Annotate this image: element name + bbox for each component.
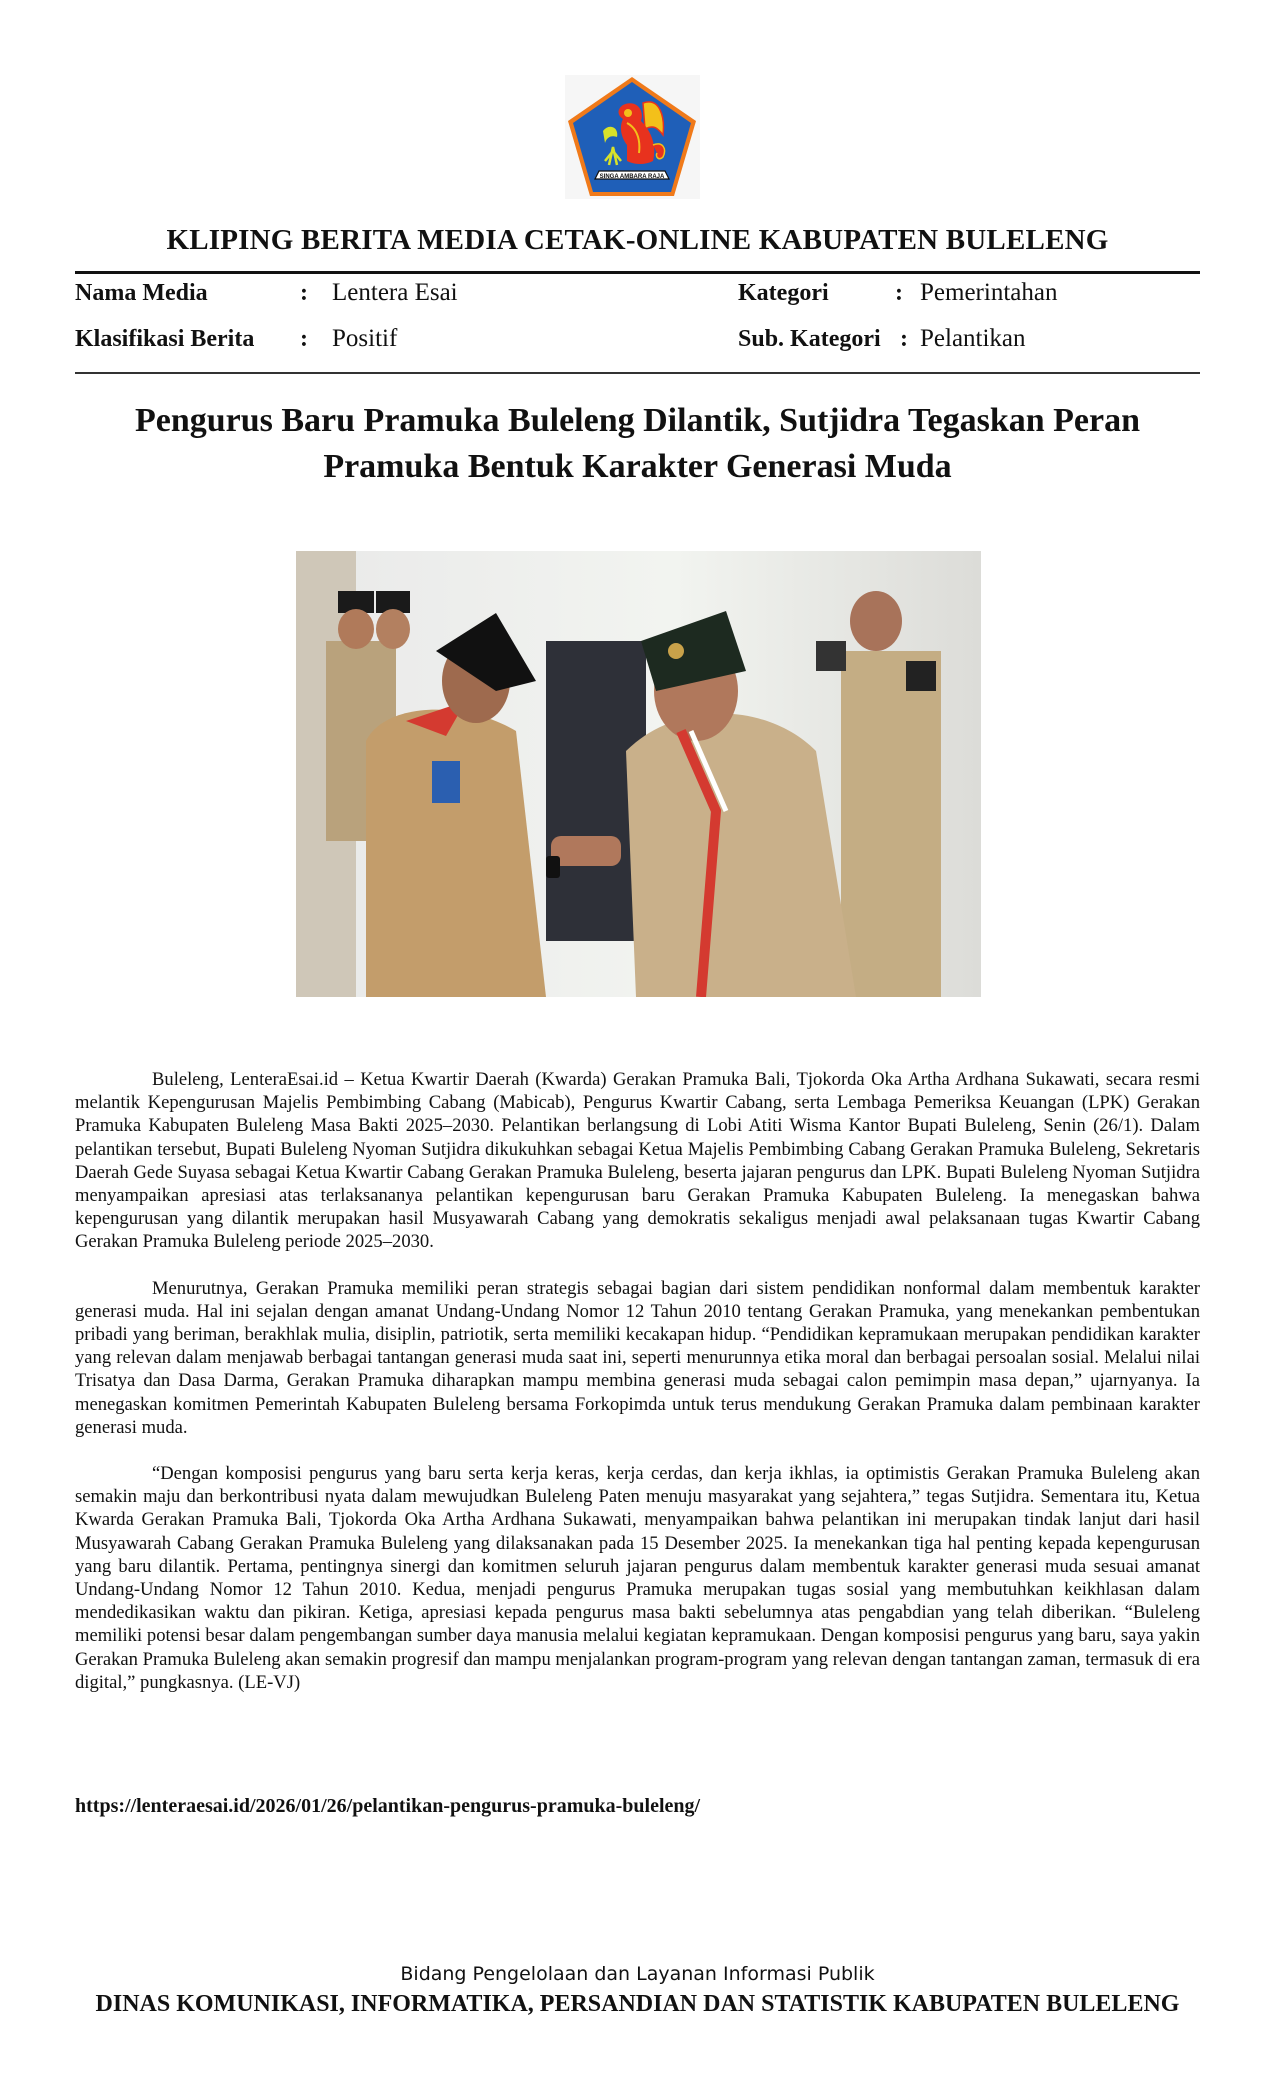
kategori-value: Pemerintahan xyxy=(920,279,1058,306)
source-url-link[interactable]: https://lenteraesai.id/2026/01/26/pelantikan-pengurus-pramuka-buleleng/ xyxy=(75,1795,701,1817)
headline-line-2: Pramuka Bentuk Karakter Generasi Muda xyxy=(323,448,952,485)
emblem-motto: SINGA AMBARA RAJA xyxy=(599,174,665,180)
kategori-colon: : xyxy=(895,280,903,306)
article-paragraph: “Dengan komposisi pengurus yang baru serta kerja keras, kerja cerdas, dan kerja ikhlas, ia optimistis Gerakan Pramuka Buleleng akan semakin maju dan berkontribusi nyata dalam mewujudkan Buleleng Paten menuju masyarakat yang sejahtera,” tegas Sutjidra. Sementara itu, Ketua Kwarda Gerakan Pramuka Bali, Tjokorda Oka Artha Ardhana Sukawati, menyampaikan bahwa pelantikan ini merupakan tindak lanjut dari hasil Musyawarah Cabang Gerakan Pramuka Buleleng yang dilaksanakan pada 15 Desember 2025. Ia menekankan tiga hal penting kepada kepengurusan yang baru dilantik. Pertama, pentingnya sinergi dan komitmen seluruh jajaran pengurus dalam membentuk karakter generasi muda sesuai amanat Undang-Undang Nomor 12 Tahun 2010. Kedua, menjadi pengurus Pramuka merupakan tugas sosial yang membutuhkan keikhlasan dalam mendedikasikan waktu dan pikiran. Ketiga, apresiasi kepada pengurus masa bakti sebelumnya atas pengabdian yang telah diberikan. “Buleleng memiliki potensi besar dalam pengembangan sumber daya manusia melalui kegiatan kepramukaan. Dengan komposisi pengurus yang baru, saya yakin Gerakan Pramuka Buleleng akan semakin progresif dan mampu menjalankan program-program yang relevan dengan tantangan zaman, termasuk di era digital,” pungkasnya. (LE-VJ) xyxy=(75,1463,1200,1693)
header-divider-bottom xyxy=(75,372,1200,374)
klasifikasi-berita-value: Positif xyxy=(332,325,398,352)
document-title: KLIPING BERITA MEDIA CETAK-ONLINE KABUPATEN BULELENG xyxy=(166,224,1109,256)
footer-agency-name: DINAS KOMUNIKASI, INFORMATIKA, PERSANDIAN DAN STATISTIK KABUPATEN BULELENG xyxy=(95,1991,1180,2017)
singa-ambara-raja-emblem-icon xyxy=(565,75,700,199)
article-paragraph: Menurutnya, Gerakan Pramuka memiliki peran strategis sebagai bagian dari sistem pendidikan nonformal dalam membentuk karakter generasi muda. Hal ini sejalan dengan amanat Undang-Undang Nomor 12 Tahun 2010 tentang Gerakan Pramuka, yang menekankan pembentukan pribadi yang beriman, berakhlak mulia, disiplin, patriotik, serta memiliki kecakapan hidup. “Pendidikan kepramukaan merupakan pendidikan karakter yang relevan dalam menjawab berbagai tantangan generasi muda saat ini, seperti menurunnya etika moral dan berbagai persoalan sosial. Melalui nilai Trisatya dan Dasa Darma, Gerakan Pramuka diharapkan mampu membina generasi muda sebagai calon pemimpin masa depan,” ujarnyanya. Ia menegaskan komitmen Pemerintah Kabupaten Buleleng bersama Forkopimda untuk terus mendukung Gerakan Pramuka dalam pembinaan karakter generasi muda. xyxy=(75,1277,1200,1438)
klasifikasi-berita-colon: : xyxy=(300,326,308,352)
article-body xyxy=(75,1068,1200,1717)
sub-kategori-value: Pelantikan xyxy=(920,325,1026,352)
article-photo xyxy=(296,551,981,997)
sub-kategori-label: Sub. Kategori xyxy=(738,326,881,352)
nama-media-label: Nama Media xyxy=(75,280,208,306)
sub-kategori-colon: : xyxy=(900,326,908,352)
footer-unit-name: Bidang Pengelolaan dan Layanan Informasi Publik xyxy=(400,1963,875,1985)
nama-media-colon: : xyxy=(300,280,308,306)
regency-emblem-logo xyxy=(565,75,700,199)
kategori-label: Kategori xyxy=(738,280,829,306)
headline-line-1: Pengurus Baru Pramuka Buleleng Dilantik, Sutjidra Tegaskan Peran xyxy=(134,402,1141,439)
inauguration-photo xyxy=(296,551,981,997)
article-headline xyxy=(90,398,1185,490)
article-paragraph: Buleleng, LenteraEsai.id – Ketua Kwartir Daerah (Kwarda) Gerakan Pramuka Bali, Tjokorda Oka Artha Ardhana Sukawati, secara resmi melantik Kepengurusan Majelis Pembimbing Cabang (Mabicab), Pengurus Kwartir Cabang, serta Lembaga Pemeriksa Keuangan (LPK) Gerakan Pramuka Kabupaten Buleleng Masa Bakti 2025–2030. Pelantikan berlangsung di Lobi Atiti Wisma Kantor Bupati Buleleng, Senin (26/1). Dalam pelantikan tersebut, Bupati Buleleng Nyoman Sutjidra dikukuhkan sebagai Ketua Majelis Pembimbing Cabang Gerakan Pramuka Buleleng, Sekretaris Daerah Gede Suyasa sebagai Ketua Kwartir Cabang Gerakan Pramuka Buleleng, beserta jajaran pengurus dan LPK. Bupati Buleleng Nyoman Sutjidra menyampaikan apresiasi atas terlaksananya pelantikan kepengurusan baru Gerakan Pramuka Kabupaten Buleleng. Ia menegaskan bahwa kepengurusan yang dilantik merupakan hasil Musyawarah Cabang yang demokratis sekaligus menjadi awal pelaksanaan tugas Kwartir Cabang Gerakan Pramuka Buleleng periode 2025–2030. xyxy=(75,1069,1200,1253)
klasifikasi-berita-label: Klasifikasi Berita xyxy=(75,326,255,352)
header-divider-top xyxy=(75,271,1200,274)
nama-media-value: Lentera Esai xyxy=(332,279,458,306)
